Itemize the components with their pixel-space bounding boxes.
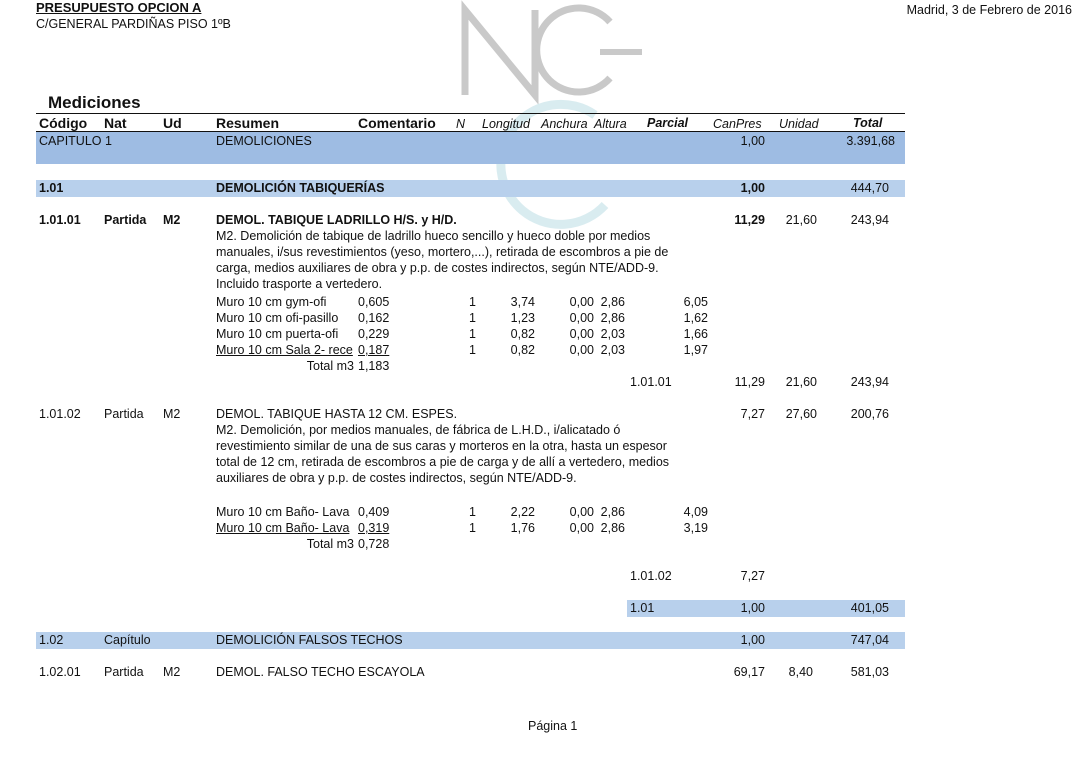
measure-comentario: 0,187 xyxy=(358,343,390,357)
measure-anchura: 0,00 xyxy=(569,521,594,535)
header-rule-top xyxy=(36,113,905,114)
measure-resumen: Muro 10 cm ofi-pasillo xyxy=(216,311,339,325)
col-altura: Altura xyxy=(594,117,627,131)
partida-nat: Partida xyxy=(104,407,144,421)
partida-nat: Partida xyxy=(104,665,144,679)
measure-resumen: Muro 10 cm Baño- Lava xyxy=(216,505,350,519)
measure-anchura: 0,00 xyxy=(569,343,594,357)
partida-code: 1.02.01 xyxy=(39,665,81,679)
measure-n: 1 xyxy=(469,311,476,325)
partida-unidad: 21,60 xyxy=(785,213,817,227)
col-ud: Ud xyxy=(163,115,182,131)
measure-total-value: 0,728 xyxy=(358,537,390,551)
partida-desc-line: manuales, i/sus revestimientos (yeso, mortero,...), retirada de escombros a pie de xyxy=(216,245,669,259)
measure-parcial: 6,05 xyxy=(683,295,708,309)
measure-altura: 2,03 xyxy=(600,327,625,341)
partida-ud: M2 xyxy=(163,213,181,227)
col-total: Total xyxy=(853,116,883,130)
measure-parcial: 1,97 xyxy=(683,343,708,357)
measure-altura: 2,86 xyxy=(600,311,625,325)
partida-desc-line: Incluido trasporte a vertedero. xyxy=(216,277,383,291)
measure-parcial: 3,19 xyxy=(683,521,708,535)
partida-desc-line: M2. Demolición de tabique de ladrillo hueco sencillo y hueco doble por medios xyxy=(216,229,651,243)
measure-altura: 2,86 xyxy=(600,295,625,309)
subchapter-band-102 xyxy=(36,632,905,649)
measure-altura: 2,86 xyxy=(600,521,625,535)
measure-comentario: 0,319 xyxy=(358,521,390,535)
subchapter-resumen-101: DEMOLICIÓN TABIQUERÍAS xyxy=(216,181,385,195)
partida-canpres: 7,27 xyxy=(740,407,765,421)
measure-anchura: 0,00 xyxy=(569,311,594,325)
partida-title: DEMOL. FALSO TECHO ESCAYOLA xyxy=(216,665,425,679)
subchapter-code-102: 1.02 xyxy=(39,633,64,647)
measure-altura: 2,86 xyxy=(600,505,625,519)
measure-altura: 2,03 xyxy=(600,343,625,357)
measure-anchura: 0,00 xyxy=(569,327,594,341)
partida-canpres: 11,29 xyxy=(734,213,765,227)
measure-n: 1 xyxy=(469,505,476,519)
partida-total: 243,94 xyxy=(850,213,889,227)
chapter-canpres: 1,00 xyxy=(740,134,765,148)
measure-parcial: 4,09 xyxy=(683,505,708,519)
section-title: Mediciones xyxy=(48,93,141,112)
subchapter-nat-102: Capítulo xyxy=(104,633,151,647)
partida-summary-code: 1.01.01 xyxy=(630,375,672,389)
page-number: Página 1 xyxy=(528,719,578,733)
measure-n: 1 xyxy=(469,521,476,535)
partida-desc-line: M2. Demolición, por medios manuales, de fábrica de L.H.D., i/alicatado ó xyxy=(216,423,621,437)
measure-longitud: 1,76 xyxy=(510,521,535,535)
measure-anchura: 0,00 xyxy=(569,505,594,519)
partida-summary-code: 1.01.02 xyxy=(630,569,672,583)
measure-n: 1 xyxy=(469,343,476,357)
partida-total: 581,03 xyxy=(850,665,889,679)
subchapter-resumen-102: DEMOLICIÓN FALSOS TECHOS xyxy=(216,633,403,647)
measure-n: 1 xyxy=(469,327,476,341)
col-comentario: Comentario xyxy=(358,115,436,131)
subtotal-canpres-101: 1,00 xyxy=(740,601,765,615)
col-canpres: CanPres xyxy=(713,117,762,131)
subchapter-band-101 xyxy=(36,180,905,197)
subchapter-total-102: 747,04 xyxy=(850,633,889,647)
partida-desc-line: revestimiento similar de una de sus caras y morteros en la otra, hasta un espesor xyxy=(216,439,667,453)
partida-code: 1.01.01 xyxy=(39,213,81,227)
measure-parcial: 1,62 xyxy=(683,311,708,325)
partida-summary-unidad: 21,60 xyxy=(785,375,817,389)
col-parcial: Parcial xyxy=(647,116,689,130)
document-date: Madrid, 3 de Febrero de 2016 xyxy=(906,3,1072,17)
measure-longitud: 2,22 xyxy=(510,505,535,519)
measure-resumen: Muro 10 cm gym-ofi xyxy=(216,295,327,309)
partida-canpres: 69,17 xyxy=(733,665,765,679)
measure-total-value: 1,183 xyxy=(358,359,390,373)
subchapter-canpres-101: 1,00 xyxy=(740,181,765,195)
partida-total: 200,76 xyxy=(850,407,889,421)
partida-desc-line: total de 12 cm, retirada de escombros a pie de carga y de allí a vertedero, medios xyxy=(216,455,670,469)
col-codigo: Código xyxy=(39,115,88,131)
subchapter-code-101: 1.01 xyxy=(39,181,64,195)
document-address: C/GENERAL PARDIÑAS PISO 1ºB xyxy=(36,17,231,31)
subtotal-total-101: 401,05 xyxy=(850,601,889,615)
measure-total-label: Total m3 xyxy=(306,537,354,551)
measure-longitud: 3,74 xyxy=(510,295,535,309)
measure-comentario: 0,162 xyxy=(358,311,390,325)
document-title: PRESUPUESTO OPCION A xyxy=(36,0,202,15)
partida-nat: Partida xyxy=(104,213,147,227)
partida-unidad: 27,60 xyxy=(785,407,817,421)
col-unidad: Unidad xyxy=(779,117,819,131)
measure-resumen: Muro 10 cm Sala 2- rece xyxy=(216,343,353,357)
measure-longitud: 1,23 xyxy=(510,311,535,325)
partida-title: DEMOL. TABIQUE HASTA 12 CM. ESPES. xyxy=(216,407,458,421)
partida-summary-total: 243,94 xyxy=(850,375,889,389)
chapter-resumen: DEMOLICIONES xyxy=(216,134,312,148)
partida-title: DEMOL. TABIQUE LADRILLO H/S. y H/D. xyxy=(216,213,457,227)
col-longitud: Longitud xyxy=(482,117,530,131)
partida-unidad: 8,40 xyxy=(788,665,813,679)
measure-resumen: Muro 10 cm puerta-ofi xyxy=(216,327,339,341)
measure-resumen: Muro 10 cm Baño- Lava xyxy=(216,521,350,535)
measure-parcial: 1,66 xyxy=(683,327,708,341)
measure-longitud: 0,82 xyxy=(510,327,535,341)
chapter-band xyxy=(36,132,905,164)
col-nat: Nat xyxy=(104,115,127,131)
partida-summary-canpres: 11,29 xyxy=(734,375,765,389)
measure-comentario: 0,605 xyxy=(358,295,390,309)
measure-comentario: 0,229 xyxy=(358,327,390,341)
partida-desc-line: carga, medios auxiliares de obra y p.p. de costes indirectos, según NTE/ADD-9. xyxy=(216,261,659,275)
col-resumen: Resumen xyxy=(216,115,280,131)
partida-ud: M2 xyxy=(163,407,181,421)
partida-summary-canpres: 7,27 xyxy=(740,569,765,583)
measure-longitud: 0,82 xyxy=(510,343,535,357)
subchapter-canpres-102: 1,00 xyxy=(740,633,765,647)
subchapter-total-101: 444,70 xyxy=(850,181,889,195)
partida-code: 1.01.02 xyxy=(39,407,81,421)
measure-anchura: 0,00 xyxy=(569,295,594,309)
chapter-code: CAPITULO 1 xyxy=(39,134,112,148)
partida-desc-line: auxiliares de obra y p.p. de costes indirectos, según NTE/ADD-9. xyxy=(216,471,577,485)
chapter-total: 3.391,68 xyxy=(846,134,895,148)
col-anchura: Anchura xyxy=(541,117,588,131)
col-n: N xyxy=(456,117,466,131)
partida-ud: M2 xyxy=(163,665,181,679)
subtotal-code-101: 1.01 xyxy=(630,601,655,615)
measure-total-label: Total m3 xyxy=(306,359,354,373)
measure-n: 1 xyxy=(469,295,476,309)
measure-comentario: 0,409 xyxy=(358,505,390,519)
